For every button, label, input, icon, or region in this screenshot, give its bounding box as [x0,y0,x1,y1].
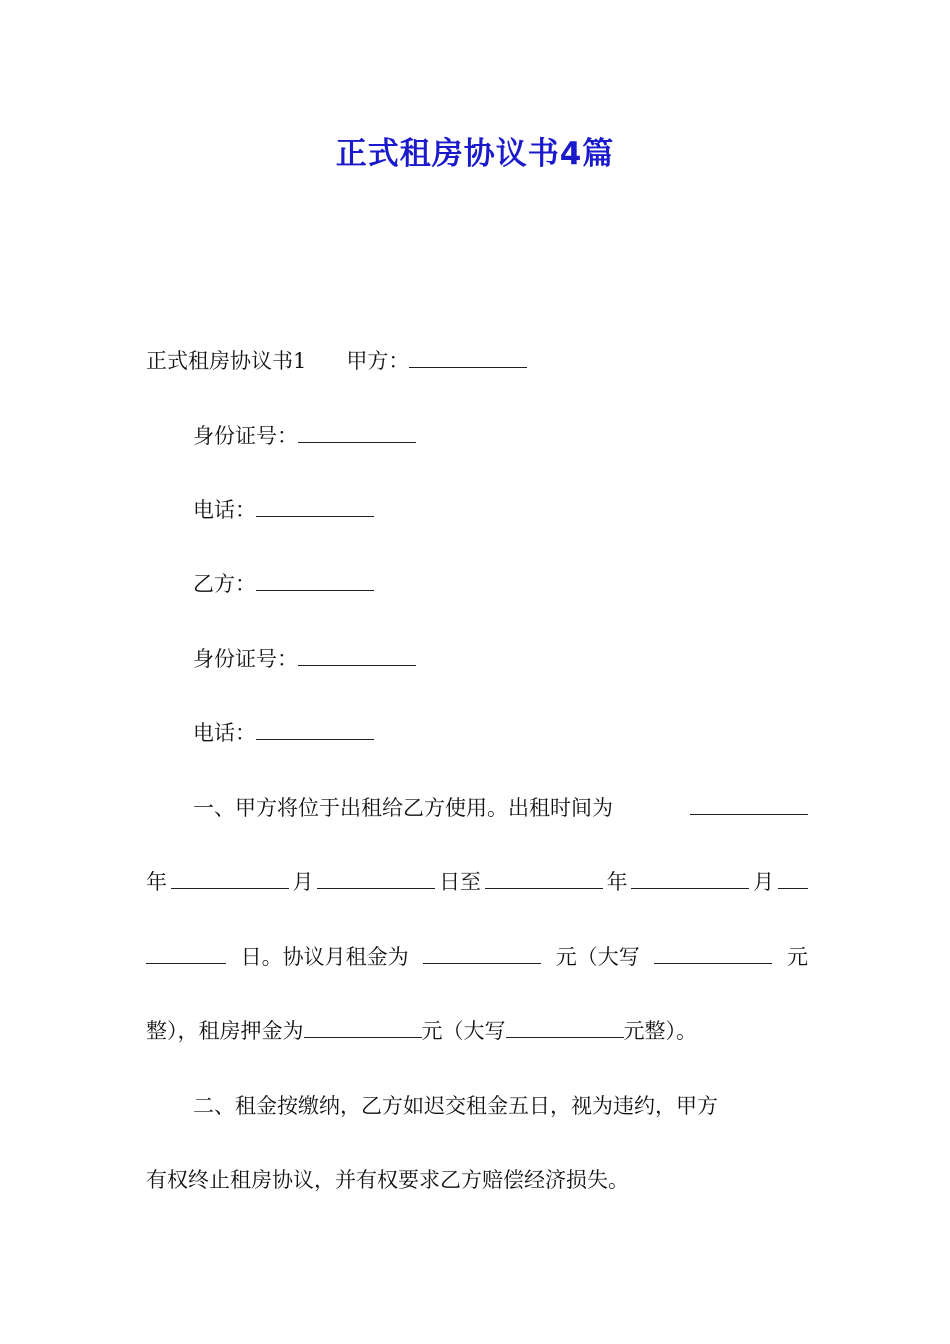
start-month-blank[interactable] [171,870,289,889]
month-label: 月 [292,870,314,894]
party-a-label: 甲方： [346,349,410,373]
id-label-a: 身份证号： [193,424,298,448]
phone-a-blank[interactable] [256,498,374,517]
deposit-capital-label: 元（大写 [421,1019,506,1043]
day-to-label: 日至 [439,870,482,894]
deposit-blank[interactable] [304,1019,422,1038]
party-a-id-line [193,421,855,451]
start-year-blank[interactable] [690,796,808,815]
end-month-blank[interactable] [631,870,749,889]
party-a-blank[interactable] [409,349,527,368]
rent-capital-blank[interactable] [654,945,772,964]
id-a-blank[interactable] [298,424,416,443]
id-label-b: 身份证号： [193,647,298,671]
clause1-line2 [146,867,808,897]
deposit-end-label: 元整）。 [623,1019,697,1043]
clause1-line4 [146,1016,808,1046]
start-day-blank[interactable] [317,870,435,889]
party-b-id-line [193,644,855,674]
phone-label-b: 电话： [193,721,256,745]
id-b-blank[interactable] [298,647,416,666]
deposit-capital-blank[interactable] [506,1019,624,1038]
party-b-phone-line [193,718,855,748]
clause1-line1 [193,793,808,823]
party-a-phone-line [193,495,855,525]
end-day-blank[interactable] [146,945,226,964]
party-b-line [193,569,855,599]
monthly-rent-blank[interactable] [423,945,541,964]
year-label: 年 [146,870,167,894]
monthly-rent-label: 日。协议月租金为 [240,945,409,969]
section-heading: 正式租房协议书1 [146,349,307,373]
year-label-2: 年 [606,870,628,894]
party-b-label: 乙方： [193,572,256,596]
yuan-label: 元 [786,945,808,969]
clause2-line2 [146,1165,808,1195]
clause2-line1 [193,1091,808,1121]
rent-capital-label: 元（大写 [555,945,640,969]
party-b-blank[interactable] [256,572,374,591]
clause1-text: 一、甲方将位于出租给乙方使用。出租时间为 [193,796,613,820]
clause2-text-1: 二、租金按缴纳，乙方如迟交租金五日，视为违约，甲方 [193,1094,718,1118]
month-label-2: 月 [753,870,775,894]
deposit-label: 整），租房押金为 [146,1019,304,1043]
clause1-line3 [146,942,808,972]
heading-line [146,346,808,376]
phone-label-a: 电话： [193,498,256,522]
end-year-blank[interactable] [485,870,603,889]
clause2-text-2: 有权终止租房协议，并有权要求乙方赔偿经济损失。 [146,1168,629,1192]
phone-b-blank[interactable] [256,721,374,740]
document-title: 正式租房协议书4篇 [335,136,615,172]
end-day-blank-start[interactable] [778,870,808,889]
